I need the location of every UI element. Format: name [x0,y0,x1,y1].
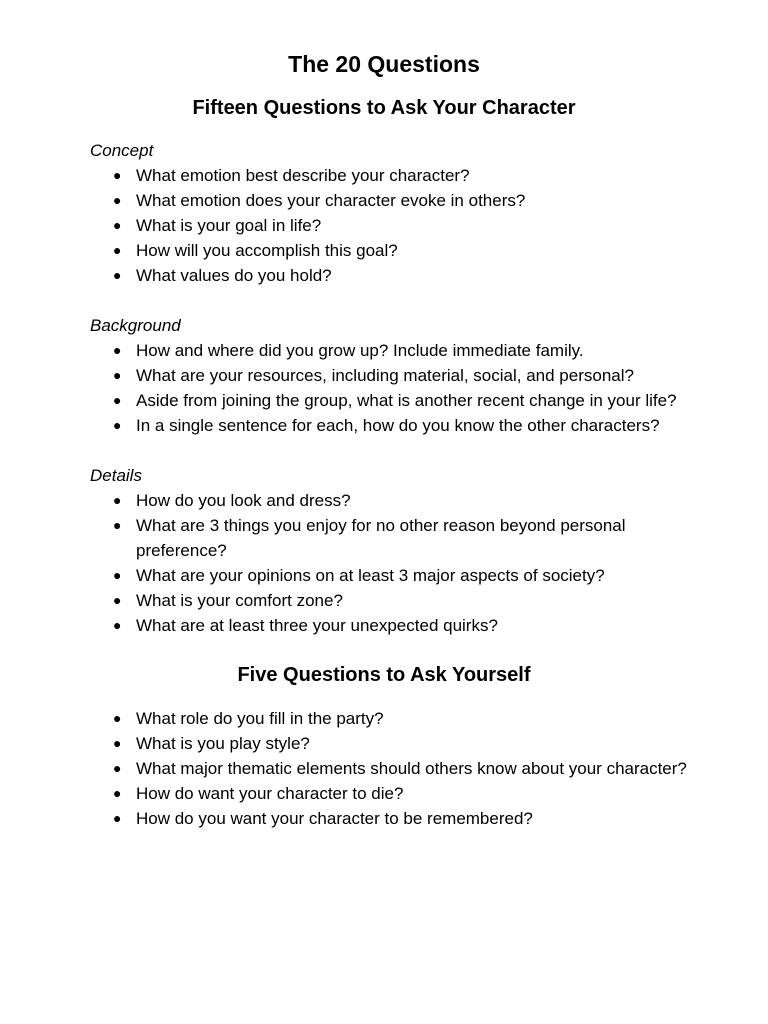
list-item [113,188,708,213]
section-label: Background [90,316,181,335]
list-item [113,363,708,388]
question-text: What major thematic elements should others know about your character? [136,759,687,778]
part2-heading: Five Questions to Ask Yourself [237,664,531,686]
bullet-icon: ● [113,735,122,751]
list-item [113,563,708,588]
list-item [113,613,708,638]
section-label: Details [90,466,142,485]
bullet-icon: ● [113,242,122,258]
bullet-icon: ● [113,785,122,801]
section-background [90,313,708,438]
question-text: What emotion best describe your character? [136,166,470,185]
question-text: What values do you hold? [136,266,332,285]
section-details [90,463,708,638]
list-item [113,706,708,731]
question-list [90,163,708,288]
bullet-icon: ● [113,167,122,183]
bullet-icon: ● [113,342,122,358]
question-list [90,338,708,438]
document-title: The 20 Questions [288,51,480,77]
list-item [113,213,708,238]
question-text: What is your goal in life? [136,216,322,235]
question-text: What role do you fill in the party? [136,709,384,728]
bullet-icon: ● [113,217,122,233]
bullet-icon: ● [113,567,122,583]
bullet-icon: ● [113,417,122,433]
list-item [113,756,708,781]
list-item [113,163,708,188]
bullet-icon: ● [113,392,122,408]
question-text: Aside from joining the group, what is another recent change in your life? [136,391,677,410]
bullet-icon: ● [113,267,122,283]
question-list [90,488,708,638]
list-item [113,413,708,438]
bullet-icon: ● [113,617,122,633]
bullet-icon: ● [113,492,122,508]
question-text: How and where did you grow up? Include immediate family. [136,341,584,360]
bullet-icon: ● [113,810,122,826]
list-item [113,806,708,831]
part1-heading: Fifteen Questions to Ask Your Character [192,97,576,119]
list-item [113,513,708,563]
question-text: What is you play style? [136,734,310,753]
bullet-icon: ● [113,592,122,608]
question-text: What are your opinions on at least 3 major aspects of society? [136,566,605,585]
question-text: What are your resources, including material, social, and personal? [136,366,634,385]
question-text: What are 3 things you enjoy for no other reason beyond personal preference? [136,516,626,560]
section-yourself [90,706,708,831]
bullet-icon: ● [113,367,122,383]
bullet-icon: ● [113,517,122,533]
question-list [90,706,708,831]
question-text: How do want your character to die? [136,784,404,803]
question-text: How do you look and dress? [136,491,351,510]
section-label: Concept [90,141,154,160]
bullet-icon: ● [113,192,122,208]
question-text: How will you accomplish this goal? [136,241,398,260]
list-item [113,488,708,513]
question-text: In a single sentence for each, how do you know the other characters? [136,416,660,435]
section-concept [90,138,708,288]
list-item [113,781,708,806]
list-item [113,731,708,756]
question-text: What emotion does your character evoke in others? [136,191,526,210]
bullet-icon: ● [113,710,122,726]
question-text: How do you want your character to be remembered? [136,809,533,828]
bullet-icon: ● [113,760,122,776]
list-item [113,588,708,613]
question-text: What is your comfort zone? [136,591,343,610]
list-item [113,263,708,288]
list-item [113,238,708,263]
list-item [113,388,708,413]
list-item [113,338,708,363]
question-text: What are at least three your unexpected quirks? [136,616,498,635]
